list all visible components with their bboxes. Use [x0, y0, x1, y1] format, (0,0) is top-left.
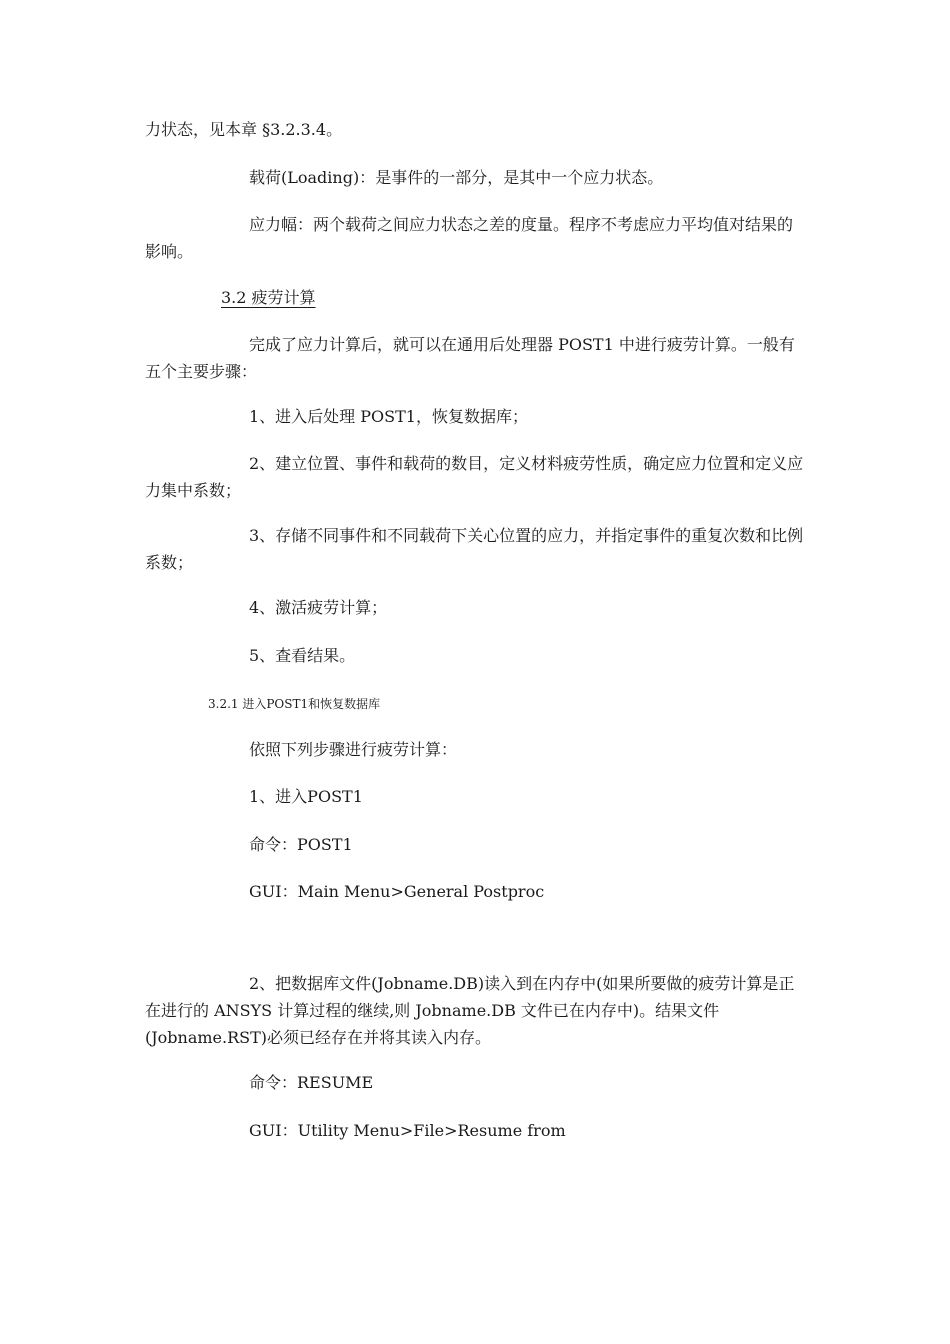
paragraph-follow-steps: 依照下列步骤进行疲劳计算：: [249, 740, 458, 759]
paragraph-stress-state-ref: 力状态，见本章 §3.2.3.4。: [145, 120, 343, 139]
paragraph-stress-amplitude: 应力幅：两个载荷之间应力状态之差的度量。程序不考虑应力平均值对结果的影响。: [145, 215, 794, 261]
paragraph-loading-definition: 载荷(Loading)：是事件的一部分，是其中一个应力状态。: [249, 168, 664, 187]
paragraph-fatigue-intro: 完成了应力计算后，就可以在通用后处理器 POST1 中进行疲劳计算。一般有五个主要步骤：: [145, 335, 795, 381]
command-resume: 命令：RESUME: [249, 1073, 374, 1092]
gui-path-general-postproc: GUI：Main Menu>General Postproc: [249, 882, 545, 901]
section-heading-fatigue-calc: 3.2 疲劳计算: [221, 288, 316, 307]
substep-enter-post1: 1、进入POST1: [249, 787, 363, 806]
step-2: 2、建立位置、事件和载荷的数目，定义材料疲劳性质，确定应力位置和定义应力集中系数；: [145, 454, 804, 500]
step-4: 4、激活疲劳计算；: [249, 598, 388, 617]
command-post1: 命令：POST1: [249, 835, 353, 854]
subsection-heading-enter-post1: 3.2.1 进入POST1和恢复数据库: [208, 697, 381, 711]
step-5: 5、查看结果。: [249, 646, 356, 665]
step-3: 3、存储不同事件和不同载荷下关心位置的应力，并指定事件的重复次数和比例系数；: [145, 526, 804, 572]
step-1: 1、进入后处理 POST1，恢复数据库；: [249, 407, 528, 426]
gui-path-resume-from: GUI：Utility Menu>File>Resume from: [249, 1121, 566, 1140]
paragraph-resume-database: 2、把数据库文件(Jobname.DB)读入到在内存中(如果所要做的疲劳计算是正在进行的 ANSYS 计算过程的继续,则 Jobname.DB 文件已在内存中)。结果文件(Jobname.RST)必须已经存在并将其读入内存。: [145, 974, 795, 1047]
